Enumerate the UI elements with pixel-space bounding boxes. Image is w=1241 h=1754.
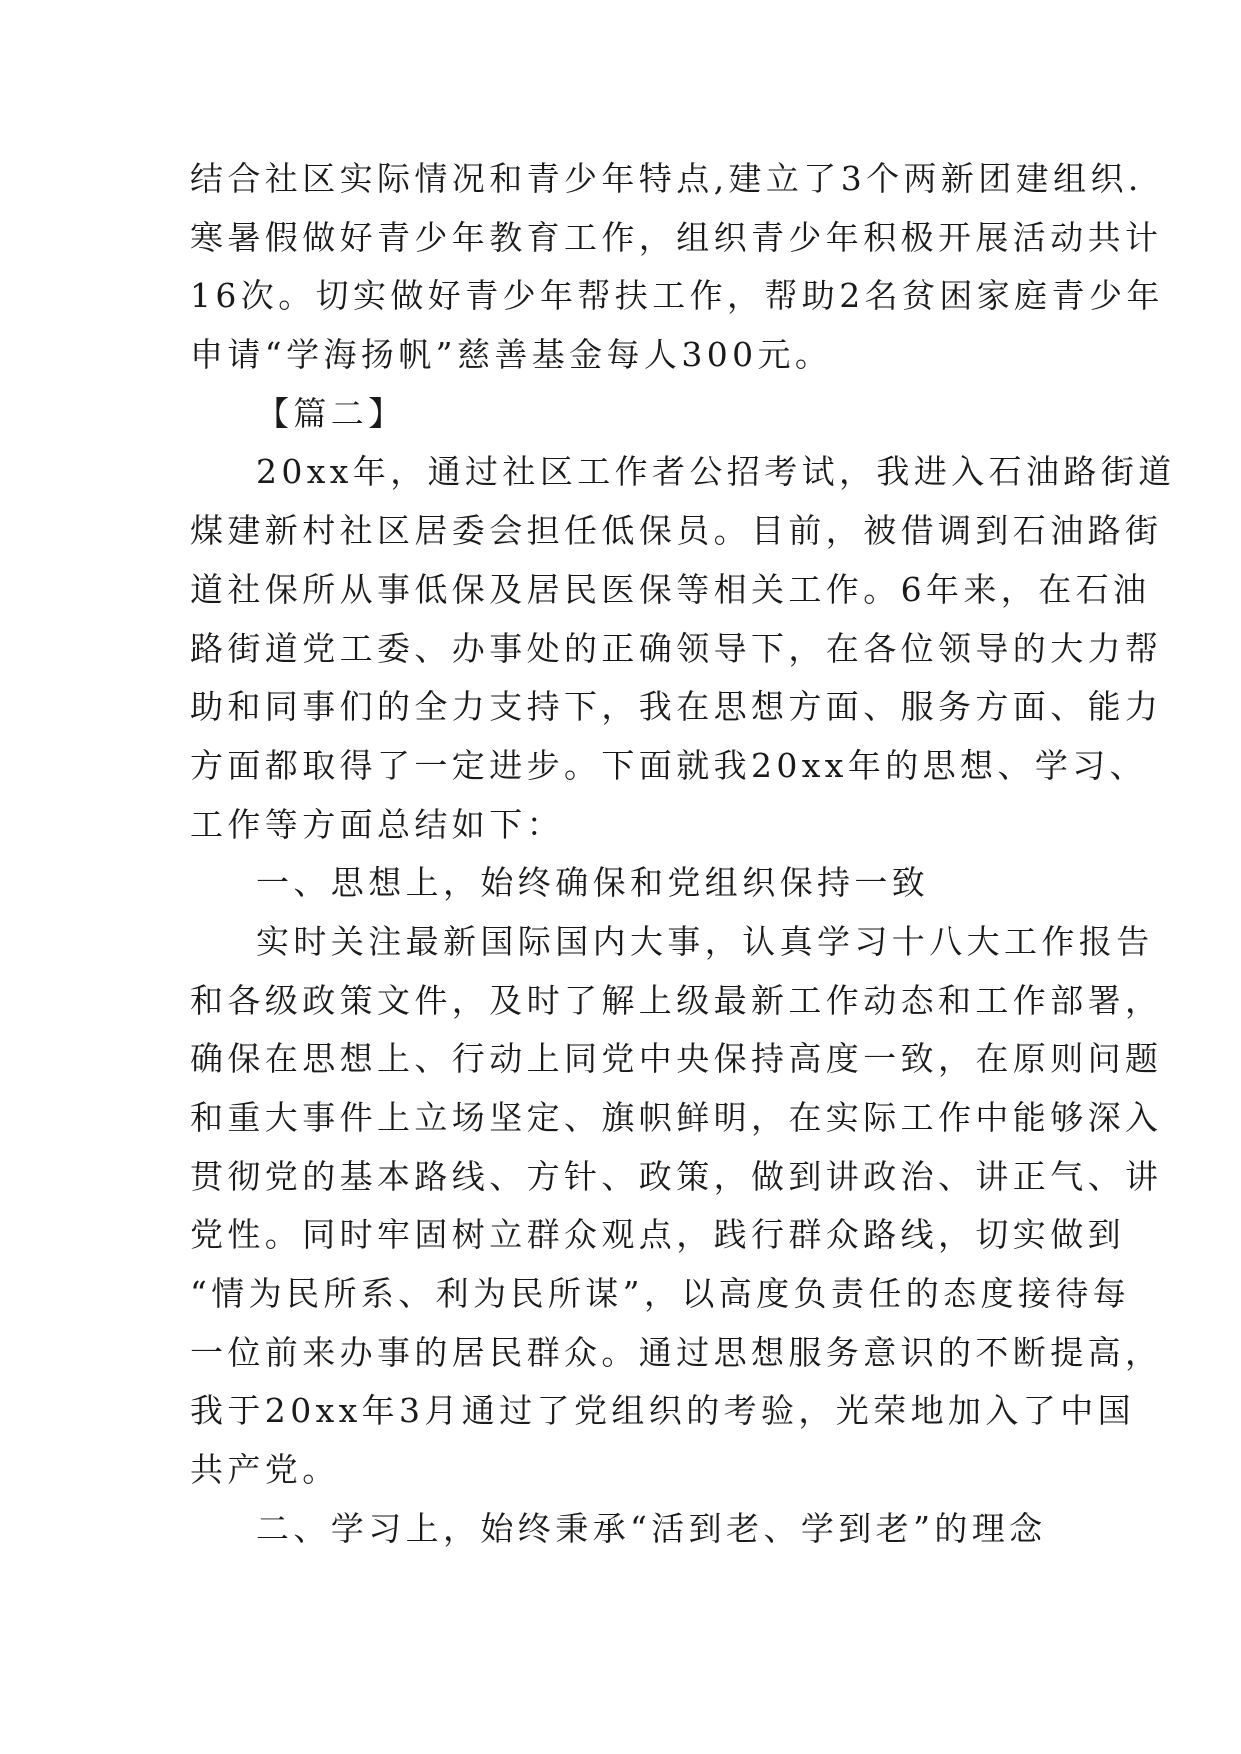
body-text-line: 道社保所从事低保及居民医保等相关工作。6年来，在石油 [190,569,1151,609]
body-text-line: 16次。切实做好青少年帮扶工作，帮助2名贫困家庭青少年 [190,276,1164,316]
body-text-line: 确保在思想上、行动上同党中央保持高度一致，在原则问题 [190,1039,1163,1079]
body-text-line: 和各级政策文件，及时了解上级最新工作动态和工作部署， [190,980,1163,1020]
body-text-line: 20xx年，通过社区工作者公招考试，我进入石油路街道 [256,452,1176,492]
body-text-line: 助和同事们的全力支持下，我在思想方面、服务方面、能力 [190,687,1163,727]
body-text-line: 申请“学海扬帆”慈善基金每人300元。 [190,335,833,375]
body-text-line: 实时关注最新国际国内大事，认真学习十八大工作报告 [256,921,1154,961]
body-text-line: 共产党。 [190,1450,340,1490]
subsection-heading: 二、学习上，始终秉承“活到老、学到老”的理念 [256,1508,1047,1548]
body-text-line: “情为民所系、利为民所谋”，以高度负责任的态度接待每 [190,1274,1131,1314]
body-text-line: 我于20xx年3月通过了党组织的考验，光荣地加入了中国 [190,1391,1136,1431]
body-text-line: 结合社区实际情况和青少年特点,建立了3个两新团建组织. [190,159,1143,198]
body-text-line: 方面都取得了一定进步。下面就我20xx年的思想、学习、 [190,745,1148,785]
document-body [190,150,1176,1559]
body-text-line: 党性。同时牢固树立群众观点，践行群众路线，切实做到 [190,1215,1125,1255]
body-text-line: 贯彻党的基本路线、方针、政策，做到讲政治、讲正气、讲 [190,1156,1163,1196]
body-text-line: 煤建新村社区居委会担任低保员。目前，被借调到石油路街 [190,511,1163,551]
body-text-line: 路街道党工委、办事处的正确领导下，在各位领导的大力帮 [190,628,1163,668]
subsection-heading: 一、思想上，始终确保和党组织保持一致 [256,863,930,903]
body-text-line: 寒暑假做好青少年教育工作，组织青少年积极开展活动共计 [190,217,1163,257]
body-text-line: 工作等方面总结如下： [190,804,564,844]
section-heading: 【篇二】 [256,393,406,433]
body-text-line: 一位前来办事的居民群众。通过思想服务意识的不断提高， [190,1332,1163,1372]
body-text-line: 和重大事件上立场坚定、旗帜鲜明，在实际工作中能够深入 [190,1098,1163,1137]
